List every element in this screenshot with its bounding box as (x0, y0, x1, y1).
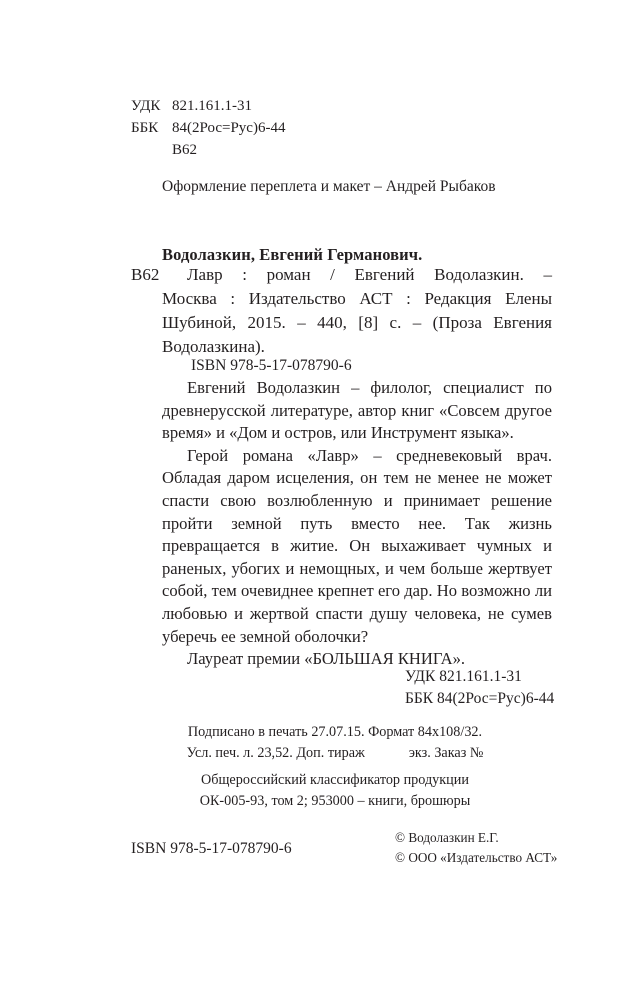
bib-code: В62 (131, 265, 160, 284)
imprint-line-1: Подписано в печать 27.07.15. Формат 84x108/32. (187, 724, 483, 740)
bib-line-3: Шубиной, 2015. – 440, [8] с. – (Проза Евгения (162, 313, 552, 332)
bibliographic-description (162, 263, 552, 359)
annotation-award: Лауреат премии «БОЛЬШАЯ КНИГА». (187, 649, 466, 669)
isbn-bottom: ISBN 978-5-17-078790-6 (131, 840, 292, 857)
imprint-order: экз. Заказ № (408, 745, 484, 761)
bbk-value: 84(2Рос=Рус)6-44 (172, 120, 286, 136)
imprint (160, 722, 510, 812)
imprint-line-3: Общероссийский классификатор продукции (201, 772, 469, 788)
annotation (162, 377, 552, 671)
author-heading: Водолазкин, Евгений Германович. (162, 245, 423, 264)
annotation-paragraph-2: Герой романа «Лавр» – средневековый врач. Обладая даром исцеления, он тем не менее не может спасти свою возлюбленную и принимает решение пройти земной путь вместо нее. Так жизнь превращается в житие. Он выхаживает чумных и раненых, убогих и немощных, и чем больше жертвует собой, тем очевиднее крепнет его дар. Но возможно ли любовью и жертвой спасти душу человека, не сумев уберечь ее земной оболочки? (162, 445, 552, 646)
imprint-line-4: ОК-005-93, том 2; 953000 – книги, брошюры (199, 793, 471, 809)
copyright-author: © Водолазкин Е.Г. (395, 830, 499, 845)
classification-bottom (405, 666, 554, 710)
udk-value: 821.161.1-31 (172, 98, 252, 114)
design-credit: Оформление переплета и макет – Андрей Рыбаков (162, 178, 496, 195)
udk-label: УДК (131, 98, 161, 114)
author-sign: В62 (172, 142, 198, 158)
bib-line-2: Москва : Издательство АСТ : Редакция Елены (162, 289, 552, 308)
annotation-paragraph-1: Евгений Водолазкин – филолог, специалист по древнерусской литературе, автор книг «Совсем другое время» и «Дом и остров, или Инструмент языка». (162, 378, 552, 443)
imprint-line-2 (160, 743, 510, 764)
bbk-label: ББК (131, 120, 159, 136)
classification-top (131, 95, 285, 161)
copyright-notice (395, 828, 557, 868)
copyright-publisher: © ООО «Издательство АСТ» (395, 850, 558, 865)
bib-line-4: Водолазкина). (162, 337, 265, 356)
isbn-main: ISBN 978-5-17-078790-6 (191, 357, 352, 374)
udk-bottom: УДК 821.161.1-31 (405, 668, 522, 685)
imprint-print-sheets: Усл. печ. л. 23,52. Доп. тираж (186, 745, 365, 761)
bib-line-1: Лавр : роман / Евгений Водолазкин. – (187, 265, 552, 284)
bbk-bottom: ББК 84(2Рос=Рус)6-44 (405, 690, 555, 707)
